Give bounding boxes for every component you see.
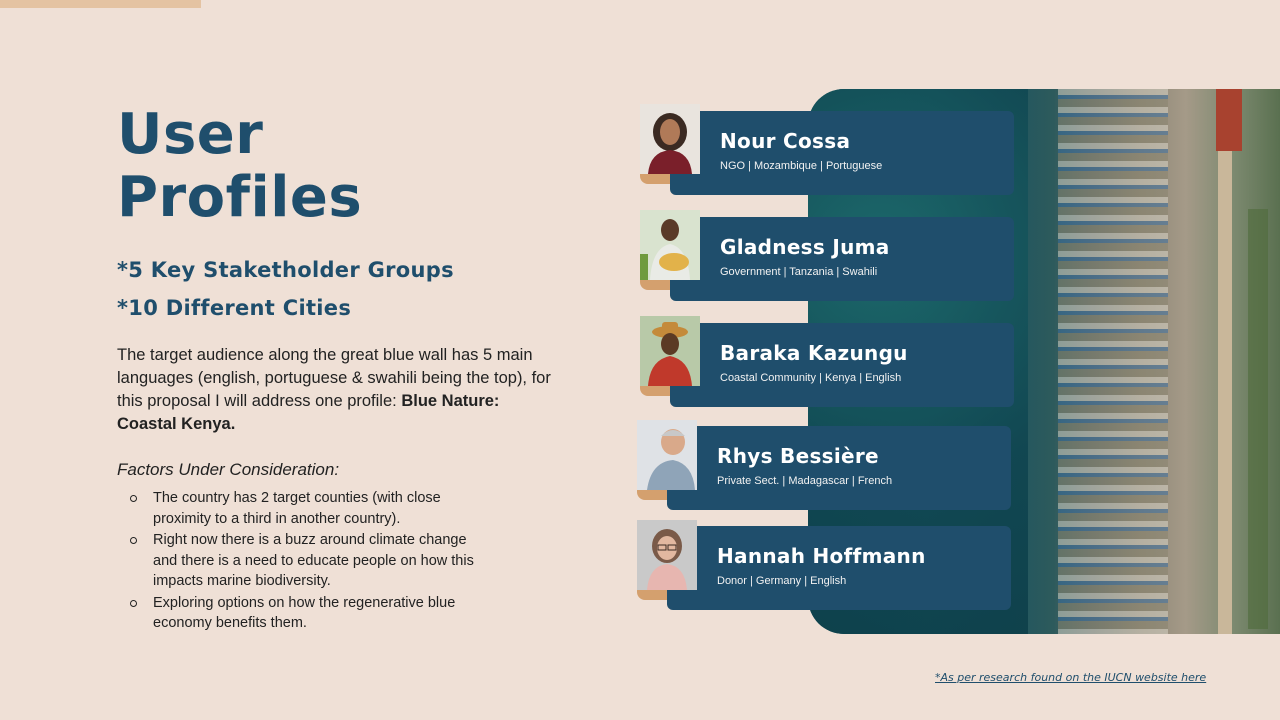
- factors-list: [130, 488, 490, 635]
- top-accent-bar: [0, 0, 201, 8]
- factors-heading: Factors Under Consideration:: [117, 460, 340, 479]
- profile-card-hannah-hoffmann[interactable]: [667, 526, 1011, 610]
- description-profile: Blue Nature: Coastal Kenya.: [117, 392, 500, 433]
- subtitle-stakeholder-groups: *5 Key Staketholder Groups: [117, 258, 454, 282]
- page-title: [117, 103, 477, 229]
- profile-card-baraka-kazungu[interactable]: [670, 323, 1014, 407]
- profile-name: Nour Cossa: [720, 129, 851, 153]
- factor-item: [130, 530, 490, 592]
- bullet-circle-icon: [130, 600, 137, 607]
- profile-card-gladness-juma[interactable]: [670, 217, 1014, 301]
- older-man-laughing-avatar-icon: [637, 420, 697, 490]
- factor-text: Right now there is a buzz around climate change and there is a need to educate people on how this impacts marine biodiversity.: [153, 532, 474, 589]
- woman-curly-hair-avatar-icon: [640, 104, 700, 174]
- profile-name: Rhys Bessière: [717, 444, 879, 468]
- profile-meta: Coastal Community | Kenya | English: [720, 372, 902, 384]
- title-line-1: User: [117, 102, 264, 167]
- bullet-circle-icon: [130, 537, 137, 544]
- profile-meta: Private Sect. | Madagascar | French: [717, 475, 893, 487]
- red-roof-building: [1216, 89, 1242, 151]
- factor-text: Exploring options on how the regenerative blue economy benefits them.: [153, 594, 456, 631]
- description: [117, 344, 557, 436]
- profile-name: Baraka Kazungu: [720, 341, 908, 365]
- research-footnote-link[interactable]: *As per research found on the IUCN website here: [935, 671, 1207, 684]
- profile-card-rhys-bessiere[interactable]: [667, 426, 1011, 510]
- profile-name: Hannah Hoffmann: [717, 544, 926, 568]
- moored-boats: [1058, 89, 1168, 634]
- factor-item: [130, 488, 490, 529]
- coastal-road: [1218, 89, 1232, 634]
- profile-meta: Government | Tanzania | Swahili: [720, 266, 878, 278]
- description-text: The target audience along the great blue wall has 5 main languages (english, portuguese & swahili being the top), for this proposal I will address one profile:: [117, 346, 551, 410]
- factor-item: [130, 593, 490, 634]
- profile-meta: Donor | Germany | English: [717, 575, 847, 587]
- woman-holding-hat-avatar-icon: [640, 210, 700, 280]
- factor-text: The country has 2 target counties (with close proximity to a third in another country).: [153, 490, 441, 527]
- profile-card-nour-cossa[interactable]: [670, 111, 1014, 195]
- profile-meta: NGO | Mozambique | Portuguese: [720, 160, 883, 172]
- subtitle-cities: *10 Different Cities: [117, 296, 352, 320]
- older-woman-glasses-avatar-icon: [637, 520, 697, 590]
- bullet-circle-icon: [130, 495, 137, 502]
- man-straw-hat-avatar-icon: [640, 316, 700, 386]
- profile-name: Gladness Juma: [720, 235, 890, 259]
- trees-strip: [1248, 209, 1268, 629]
- title-line-2: Profiles: [117, 165, 363, 230]
